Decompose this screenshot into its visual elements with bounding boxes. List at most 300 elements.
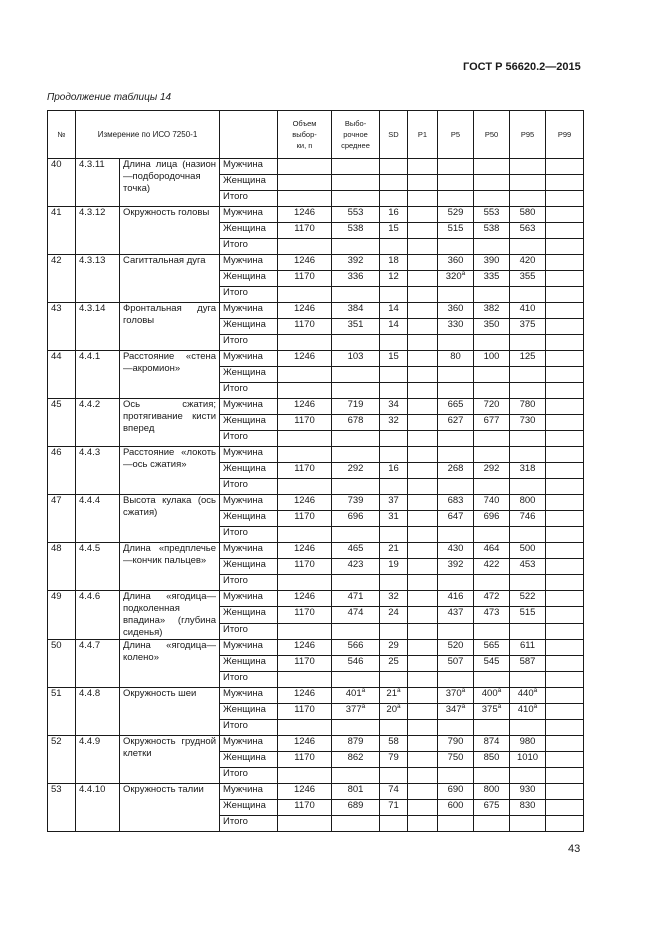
cell-p5: [438, 640, 474, 656]
cell-sd: [380, 720, 408, 736]
sex-label: Итого: [220, 672, 278, 688]
cell-value: 720: [483, 399, 500, 410]
table-row: [48, 255, 584, 271]
cell-value: 453: [519, 559, 536, 570]
cell-value: 553: [347, 207, 364, 218]
cell-value: 1170: [294, 656, 315, 667]
cell-p1: [408, 559, 438, 575]
cell-p5: [438, 672, 474, 688]
col-header-mean-line: среднее: [341, 141, 370, 150]
col-header-n-line: ки, n: [296, 141, 313, 150]
cell-n: [278, 784, 332, 800]
cell-sd: [380, 688, 408, 704]
cell-p50: [474, 255, 510, 271]
cell-n: [278, 303, 332, 319]
cell-n: [278, 640, 332, 656]
cell-value: 675: [483, 800, 500, 811]
measurement-name: Окружность шеи: [120, 688, 220, 736]
cell-sd: [380, 800, 408, 816]
sex-label: Женщина: [220, 223, 278, 239]
cell-p95: [510, 768, 546, 784]
cell-p95: [510, 704, 546, 720]
iso-code: 4.4.9: [76, 736, 120, 784]
cell-mean: [332, 768, 380, 784]
cell-p1: [408, 752, 438, 768]
cell-value: 268: [447, 463, 464, 474]
cell-p99: [546, 415, 584, 431]
cell-p99: [546, 559, 584, 575]
col-header-mean: [332, 111, 380, 159]
cell-p5: [438, 319, 474, 335]
cell-value: 320: [445, 271, 462, 282]
cell-n: [278, 720, 332, 736]
cell-n: [278, 175, 332, 191]
col-header-p1: P1: [408, 111, 438, 159]
cell-sd: [380, 479, 408, 495]
table-row: [48, 159, 584, 175]
cell-value: 58: [388, 736, 399, 747]
cell-p5: [438, 816, 474, 832]
cell-p1: [408, 640, 438, 656]
cell-p50: [474, 559, 510, 575]
cell-value: 21: [388, 543, 399, 554]
cell-p95: [510, 415, 546, 431]
cell-value: 19: [388, 559, 399, 570]
cell-n: [278, 736, 332, 752]
row-number: 43: [48, 303, 76, 351]
row-number: 50: [48, 640, 76, 688]
cell-p95: [510, 800, 546, 816]
cell-value: 377: [345, 704, 362, 715]
cell-value: 507: [447, 656, 464, 667]
cell-p1: [408, 287, 438, 303]
cell-value: 292: [483, 463, 500, 474]
cell-p1: [408, 319, 438, 335]
cell-mean: [332, 383, 380, 399]
col-header-n-line: Объем: [292, 119, 317, 128]
cell-p99: [546, 431, 584, 447]
cell-value: 1246: [293, 303, 316, 314]
cell-p95: [510, 159, 546, 175]
footnote-mark: а: [497, 687, 502, 694]
table-body: [48, 159, 584, 832]
cell-p50: [474, 415, 510, 431]
sex-label: Женщина: [220, 319, 278, 335]
col-header-measure: Измерение по ИСО 7250-1: [76, 111, 220, 159]
sex-label: Женщина: [220, 367, 278, 383]
cell-value: 750: [447, 752, 464, 763]
cell-p99: [546, 752, 584, 768]
cell-n: [278, 511, 332, 527]
measurement-name: Длина «ягодица—подколенная впадина» (глубина сиденья): [120, 591, 220, 640]
cell-value: 465: [347, 543, 364, 554]
cell-p50: [474, 607, 510, 623]
sex-label: Мужчина: [220, 736, 278, 752]
sex-label: Мужчина: [220, 255, 278, 271]
cell-mean: [332, 575, 380, 591]
cell-value: 74: [388, 784, 399, 795]
cell-value: 780: [519, 399, 536, 410]
cell-value: 665: [447, 399, 464, 410]
sex-label: Итого: [220, 720, 278, 736]
cell-p5: [438, 351, 474, 367]
cell-p1: [408, 623, 438, 639]
cell-p50: [474, 752, 510, 768]
cell-value: 587: [519, 656, 536, 667]
cell-n: [278, 752, 332, 768]
cell-n: [278, 800, 332, 816]
cell-p50: [474, 800, 510, 816]
sex-label: Итого: [220, 768, 278, 784]
cell-n: [278, 431, 332, 447]
cell-value: 1170: [294, 511, 315, 522]
row-number: 41: [48, 207, 76, 255]
cell-n: [278, 399, 332, 415]
cell-value: 18: [388, 255, 399, 266]
cell-value: 611: [519, 640, 536, 651]
cell-p5: [438, 191, 474, 207]
cell-p1: [408, 207, 438, 223]
cell-p99: [546, 511, 584, 527]
measurement-name: Окружность талии: [120, 784, 220, 832]
cell-n: [278, 704, 332, 720]
cell-p5: [438, 287, 474, 303]
table-row: [48, 207, 584, 223]
sex-label: Мужчина: [220, 351, 278, 367]
cell-mean: [332, 688, 380, 704]
cell-mean: [332, 704, 380, 720]
cell-value: 335: [483, 271, 500, 282]
cell-value: 930: [519, 784, 536, 795]
cell-p50: [474, 543, 510, 559]
col-header-p50: P50: [474, 111, 510, 159]
sex-label: Итого: [220, 383, 278, 399]
cell-p1: [408, 511, 438, 527]
cell-p95: [510, 752, 546, 768]
cell-p99: [546, 303, 584, 319]
cell-value: 520: [447, 640, 464, 651]
cell-value: 862: [347, 752, 364, 763]
cell-p50: [474, 159, 510, 175]
iso-code: 4.4.2: [76, 399, 120, 447]
cell-value: 1246: [293, 688, 316, 699]
cell-p1: [408, 720, 438, 736]
cell-p99: [546, 383, 584, 399]
cell-value: 360: [447, 303, 464, 314]
cell-p99: [546, 800, 584, 816]
cell-sd: [380, 640, 408, 656]
cell-p95: [510, 527, 546, 543]
col-header-n-line: выбор-: [292, 130, 317, 139]
cell-p99: [546, 159, 584, 175]
cell-value: 474: [347, 607, 364, 619]
col-header-p5: P5: [438, 111, 474, 159]
measurement-name: Расстояние «стена—акромион»: [120, 351, 220, 399]
cell-value: 401: [345, 688, 362, 699]
cell-p95: [510, 271, 546, 287]
cell-p50: [474, 431, 510, 447]
cell-sd: [380, 191, 408, 207]
cell-value: 1170: [294, 223, 315, 234]
cell-sd: [380, 752, 408, 768]
sex-label: Итого: [220, 239, 278, 255]
cell-value: 580: [519, 207, 536, 218]
cell-p95: [510, 431, 546, 447]
cell-p1: [408, 495, 438, 511]
table-row: [48, 591, 584, 607]
cell-value: 32: [388, 415, 399, 426]
measurement-name: Фронтальная дуга головы: [120, 303, 220, 351]
cell-p99: [546, 479, 584, 495]
cell-p99: [546, 175, 584, 191]
cell-p5: [438, 223, 474, 239]
cell-mean: [332, 207, 380, 223]
cell-value: 471: [347, 591, 364, 602]
footnote-mark: а: [361, 703, 366, 710]
cell-p1: [408, 159, 438, 175]
cell-mean: [332, 543, 380, 559]
iso-code: 4.3.11: [76, 159, 120, 207]
table-row: [48, 640, 584, 656]
cell-p95: [510, 223, 546, 239]
footnote-mark: а: [461, 703, 466, 710]
cell-mean: [332, 463, 380, 479]
cell-sd: [380, 239, 408, 255]
cell-value: 800: [483, 784, 500, 795]
cell-value: 566: [347, 640, 364, 651]
table-row: [48, 688, 584, 704]
cell-n: [278, 287, 332, 303]
cell-p95: [510, 463, 546, 479]
cell-value: 384: [347, 303, 364, 314]
cell-p5: [438, 591, 474, 607]
cell-p99: [546, 191, 584, 207]
cell-n: [278, 447, 332, 463]
row-number: 53: [48, 784, 76, 832]
cell-sd: [380, 255, 408, 271]
cell-p50: [474, 591, 510, 607]
footnote-mark: а: [396, 703, 401, 710]
table-row: [48, 495, 584, 511]
cell-p1: [408, 688, 438, 704]
row-number: 48: [48, 543, 76, 591]
cell-value: 1170: [294, 800, 315, 811]
cell-value: 20: [386, 704, 397, 715]
cell-value: 347: [445, 704, 462, 715]
table-row: [48, 543, 584, 559]
row-number: 49: [48, 591, 76, 640]
cell-p95: [510, 335, 546, 351]
cell-value: 689: [347, 800, 364, 811]
measurement-name: Длина «предплечье—кончик пальцев»: [120, 543, 220, 591]
cell-p99: [546, 543, 584, 559]
cell-p1: [408, 399, 438, 415]
cell-value: 430: [447, 543, 464, 554]
row-number: 40: [48, 159, 76, 207]
cell-value: 830: [519, 800, 536, 811]
cell-p5: [438, 479, 474, 495]
cell-p5: [438, 623, 474, 639]
cell-p5: [438, 175, 474, 191]
cell-n: [278, 575, 332, 591]
cell-mean: [332, 495, 380, 511]
cell-value: 553: [483, 207, 500, 218]
cell-mean: [332, 191, 380, 207]
iso-code: 4.4.10: [76, 784, 120, 832]
sex-label: Итого: [220, 623, 278, 639]
cell-value: 14: [388, 319, 399, 330]
cell-p95: [510, 351, 546, 367]
cell-sd: [380, 303, 408, 319]
cell-value: 422: [483, 559, 500, 570]
cell-mean: [332, 431, 380, 447]
cell-value: 1170: [294, 752, 315, 763]
cell-mean: [332, 656, 380, 672]
iso-code: 4.4.4: [76, 495, 120, 543]
cell-p50: [474, 175, 510, 191]
cell-value: 472: [483, 591, 500, 602]
cell-value: 336: [347, 271, 364, 282]
cell-value: 437: [447, 607, 464, 619]
cell-value: 29: [388, 640, 399, 651]
cell-value: 15: [388, 223, 399, 234]
cell-p99: [546, 447, 584, 463]
cell-value: 416: [447, 591, 464, 602]
cell-mean: [332, 351, 380, 367]
cell-p1: [408, 784, 438, 800]
sex-label: Мужчина: [220, 399, 278, 415]
cell-n: [278, 527, 332, 543]
cell-mean: [332, 159, 380, 175]
cell-p1: [408, 463, 438, 479]
cell-n: [278, 159, 332, 175]
sex-label: Итого: [220, 575, 278, 591]
cell-p50: [474, 207, 510, 223]
cell-value: 1246: [293, 784, 316, 795]
cell-value: 678: [347, 415, 364, 426]
cell-p99: [546, 575, 584, 591]
cell-p5: [438, 752, 474, 768]
cell-p50: [474, 351, 510, 367]
cell-p1: [408, 607, 438, 623]
cell-value: 15: [388, 351, 399, 362]
sex-label: Мужчина: [220, 303, 278, 319]
sex-label: Женщина: [220, 463, 278, 479]
cell-mean: [332, 527, 380, 543]
cell-value: 400: [481, 688, 498, 699]
cell-n: [278, 239, 332, 255]
cell-p95: [510, 784, 546, 800]
cell-value: 16: [388, 207, 399, 218]
cell-p5: [438, 768, 474, 784]
footnote-mark: а: [361, 687, 366, 694]
cell-p50: [474, 704, 510, 720]
cell-p95: [510, 191, 546, 207]
cell-sd: [380, 175, 408, 191]
cell-p5: [438, 704, 474, 720]
iso-code: 4.4.7: [76, 640, 120, 688]
cell-value: 874: [483, 736, 500, 747]
iso-code: 4.3.13: [76, 255, 120, 303]
cell-p50: [474, 335, 510, 351]
sex-label: Итого: [220, 431, 278, 447]
cell-value: 515: [447, 223, 464, 234]
cell-value: 473: [483, 607, 500, 619]
cell-p1: [408, 223, 438, 239]
cell-n: [278, 463, 332, 479]
cell-p5: [438, 559, 474, 575]
cell-sd: [380, 207, 408, 223]
cell-p5: [438, 527, 474, 543]
cell-value: 32: [388, 591, 399, 602]
cell-value: 370: [445, 688, 462, 699]
col-header-p99: P99: [546, 111, 584, 159]
cell-mean: [332, 800, 380, 816]
footnote-mark: а: [497, 703, 502, 710]
cell-p1: [408, 351, 438, 367]
cell-value: 565: [483, 640, 500, 651]
cell-n: [278, 607, 332, 623]
col-header-blank: [220, 111, 278, 159]
cell-p50: [474, 287, 510, 303]
col-header-p95: P95: [510, 111, 546, 159]
cell-p50: [474, 191, 510, 207]
cell-n: [278, 383, 332, 399]
cell-p95: [510, 239, 546, 255]
cell-mean: [332, 415, 380, 431]
cell-value: 392: [347, 255, 364, 266]
cell-p95: [510, 319, 546, 335]
cell-value: 696: [347, 511, 364, 522]
cell-p1: [408, 175, 438, 191]
sex-label: Женщина: [220, 752, 278, 768]
cell-p99: [546, 688, 584, 704]
footnote-mark: а: [461, 270, 466, 277]
cell-p50: [474, 527, 510, 543]
cell-p50: [474, 736, 510, 752]
cell-p5: [438, 447, 474, 463]
cell-n: [278, 591, 332, 607]
cell-p5: [438, 543, 474, 559]
row-number: 42: [48, 255, 76, 303]
sex-label: Мужчина: [220, 207, 278, 223]
cell-sd: [380, 415, 408, 431]
cell-value: 740: [483, 495, 500, 506]
iso-code: 4.4.8: [76, 688, 120, 736]
cell-n: [278, 816, 332, 832]
cell-p1: [408, 736, 438, 752]
table-row: [48, 736, 584, 752]
cell-p95: [510, 623, 546, 639]
cell-p50: [474, 688, 510, 704]
cell-value: 1170: [294, 319, 315, 330]
sex-label: Женщина: [220, 559, 278, 575]
cell-mean: [332, 511, 380, 527]
cell-sd: [380, 495, 408, 511]
cell-p95: [510, 511, 546, 527]
cell-p99: [546, 351, 584, 367]
cell-value: 24: [388, 607, 399, 619]
cell-p50: [474, 511, 510, 527]
cell-p1: [408, 191, 438, 207]
cell-p50: [474, 640, 510, 656]
cell-p1: [408, 367, 438, 383]
cell-value: 423: [347, 559, 364, 570]
cell-mean: [332, 239, 380, 255]
cell-mean: [332, 607, 380, 623]
measurement-name: Высота кулака (ось сжатия): [120, 495, 220, 543]
cell-p99: [546, 367, 584, 383]
